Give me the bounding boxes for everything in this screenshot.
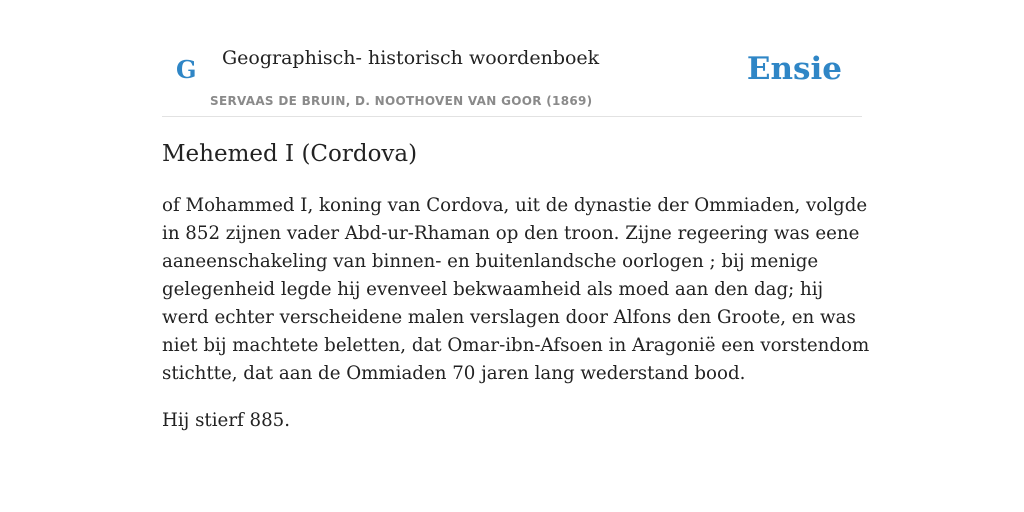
book-authors: SERVAAS DE BRUIN, D. NOOTHOVEN VAN GOOR (1869): [210, 94, 593, 108]
entry-title: Mehemed I (Cordova): [162, 141, 418, 167]
book-header: [162, 0, 862, 117]
entry-paragraph: of Mohammed I, koning van Cordova, uit de dynastie der Ommiaden, volgde in 852 zijnen vader Abd-ur-Rhaman op den troon. Zijne regeering was eene aaneenschakeling van binnen- en buitenlandsche oorlogen ; bij menige gelegenheid legde hij evenveel bekwaamheid als moed aan den dag; hij werd echter verscheidene malen verslagen door Alfons den Groote, en was niet bij machtete beletten, dat Omar-ibn-Afsoen in Aragonië een vorstendom stichtte, dat aan de Ommiaden 70 jaren lang wederstand bood.: [162, 195, 870, 384]
book-title-link[interactable]: Geographisch- historisch woordenboek: [222, 47, 600, 69]
entry-body: [162, 192, 874, 454]
entry-paragraph: Hij stierf 885.: [162, 410, 291, 431]
book-letter-icon[interactable]: G: [176, 55, 197, 84]
ensie-logo-link[interactable]: Ensie: [746, 51, 842, 87]
